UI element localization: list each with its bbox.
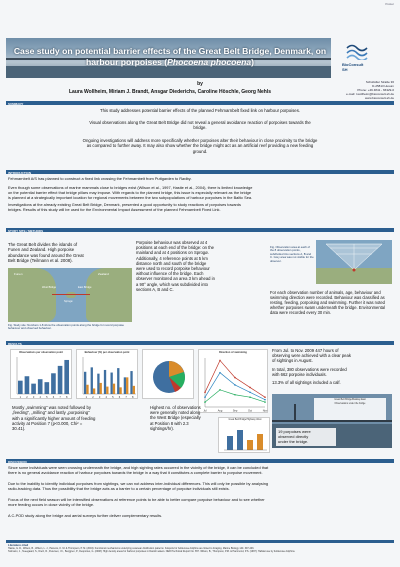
x-tick-label: 4 — [105, 396, 107, 399]
bar — [31, 384, 36, 394]
authors: Laura Wollheim, Miriam J. Brandt, Ansgar Diederichs, Caroline Höschle, Georg Nehls — [69, 89, 271, 95]
species-name: Phocoena phocoena — [167, 57, 252, 67]
x-tick-label: Nov — [262, 409, 268, 413]
chart-behaviour-per-point — [76, 349, 138, 399]
bar — [25, 376, 30, 394]
methods-recording-text: For each observation number of animals, age, behaviour and swimming direction were recorded. Behaviour was classified as resting, feeding, porpoising and swimming. Further it was noted whether porpoises swam underneath the bridge. Environmental data were recorded every 30 min. — [270, 290, 385, 316]
data-point — [264, 401, 266, 403]
bar — [51, 373, 56, 394]
bar — [18, 381, 23, 394]
x-tick-label: 6 — [52, 396, 55, 399]
bridge-photo-pylon-1 — [294, 404, 296, 422]
references-list: Hastie, G. D., Wilson, B., Wilson, L. J., Parsons, K. M. & Thompson, P. M. (2004): Functional mechanisms underlying cetacean distribution patterns: hotspots for bottlenose dolphins are linked to foraging. Marine Biology 144: 397-403. Teilmann, J., Sveegaard, S., Dietz, R., Petersen, I.K., Berggren, P., Desportes, G. (2008): High density areas for harbour porpoises in Danish waters. NERI Technical Report No. 657. Wilson, B., Thompson, P.M. & Hammond, P.S. (1997): Habitat use by bottlenose dolphins. — [8, 547, 296, 553]
discussion-paragraph-1: Since some individuals were seen crossing underneath the bridge, and high sighting rates occurred in the vicinity of the bridge, it can be concluded that there is no general avoidance reaction of harbour porpoises towards the bridge in a way that it constitutes a complete barrier to porpoise movement. — [8, 465, 269, 475]
bar — [126, 377, 128, 394]
chart3-title: Direction of swimming — [219, 351, 247, 354]
bar — [84, 372, 86, 394]
chart2-svg — [77, 350, 139, 400]
x-tick-label: 4 — [39, 396, 41, 399]
chart-observations-per-point — [10, 349, 72, 399]
summary-label: SUMMARY — [8, 101, 24, 106]
map-bridge-line — [52, 294, 90, 295]
introduction-label: INTRODUCTION — [8, 170, 31, 175]
study-site-map: Funen Zealand Sprogø East Bridge West Bridge — [8, 268, 132, 322]
data-point — [219, 360, 221, 362]
data-point — [204, 392, 206, 394]
x-tick-label: 7 — [59, 396, 61, 399]
bar — [130, 371, 132, 394]
discussion-label: DISCUSSION — [8, 459, 27, 464]
bar — [104, 370, 106, 394]
bridge-note-box — [276, 428, 336, 446]
summary-paragraph-1: This study addresses potential barrier effects of the planned Fehmarnbelt fixed link on harbour porpoises. — [99, 108, 301, 113]
poster-title — [10, 46, 330, 68]
results-effort-text: From Jul. to Nov. 2009 447 hours of observing were achieved with a clear peak of sightings in August. In total, 380 observations were recorded with 662 porpoise individuals. 13.3% of all sightings included a calf. — [272, 348, 351, 386]
methods-label: STUDY SITE / METHODS — [8, 228, 44, 233]
bridge-photo-inset-chart: Great Belt Bridge/Railway East Observations under the bridge — [314, 398, 386, 420]
x-tick-label: 6 — [118, 396, 121, 399]
bar — [106, 387, 108, 394]
bar — [44, 382, 49, 394]
introduction-section-bar — [6, 170, 394, 174]
data-point — [219, 372, 221, 374]
bar — [124, 377, 126, 394]
observation-sectors-icon — [316, 240, 392, 284]
bridge-photo — [272, 394, 392, 448]
x-tick-label: Oct — [247, 409, 253, 413]
methods-site-text: The Great Belt divides the islands of Funen and Zealand. High porpoise abundance was found around the Great Belt Bridge (Teilmann et al. 2008). — [8, 242, 84, 263]
results-observation-text: Highest no. of observations were generally noted along the West Bridge (especially at Position 8 with 2.3 sightings/hr). — [150, 405, 201, 431]
top-tag: Poster — [385, 2, 394, 6]
map-land-zealand — [86, 268, 132, 322]
results-section-bar — [6, 341, 394, 345]
bar — [117, 368, 119, 394]
x-tick-label: Aug — [217, 409, 223, 413]
introduction-paragraph-3: Investigations at the already existing Great Belt Bridge, Denmark, presented a good opportunity to study reactions of porpoises towards bridges. Results of this study will be used for the Environmental Impact Assessment of the planned Fehmarnbelt Fixed Link. — [8, 202, 241, 212]
chart-bridge-observations: Great Belt Bridge/Highway West — [218, 417, 270, 453]
discussion-section-bar — [6, 459, 394, 463]
bar — [113, 384, 115, 394]
bar — [93, 388, 95, 394]
map-land-funen — [8, 268, 56, 322]
data-point — [234, 377, 236, 379]
bar — [110, 373, 112, 394]
data-point — [219, 389, 221, 391]
x-tick-label: 5 — [46, 396, 48, 399]
title-line-2: harbour porpoises (Phocoena phocoena) — [85, 57, 255, 67]
x-tick-label: 7 — [125, 396, 127, 399]
methods-section-bar — [6, 228, 394, 232]
title-line-1: Case study on potential barrier effects of the Great Belt Bridge, Denmark, on — [13, 46, 327, 56]
summary-section-bar — [6, 101, 394, 105]
series-line — [205, 373, 265, 400]
discussion-paragraph-3: Focus of the next field season will be intensified observations at reference points to be able to better compare porpoise behaviour and to see whether more feeding occurs in close vicinity of the bridge. — [8, 497, 265, 507]
data-point — [249, 392, 251, 394]
chart1-svg — [11, 350, 73, 400]
data-point — [204, 396, 206, 398]
x-tick-label: 1 — [19, 396, 22, 399]
results-label: RESULTS — [8, 341, 22, 346]
data-point — [264, 396, 266, 398]
chart2-title: Behaviour (%) per observation point — [84, 351, 130, 354]
x-tick-label: Jul — [203, 409, 207, 413]
chart-pie-behaviour — [142, 349, 194, 399]
references-label: Literature cited — [8, 543, 29, 547]
introduction-paragraph-1: Fehmarnbelt A/S has planned to construct a fixed link crossing the Fehmarnbelt from Puttgarden to Rødby. — [8, 176, 192, 181]
contact-info: Schobüller Straße 36 D-25813 Husum Phone: +49 4841 - 66329-0 e-mail: l.wollheim@bioconsult-sh.de www.bioconsult-sh.de — [346, 80, 394, 100]
x-tick-label: 3 — [32, 396, 35, 399]
x-tick-label: 5 — [112, 396, 114, 399]
behaviour-pie-icon — [143, 350, 195, 400]
data-point — [264, 399, 266, 401]
by-label: by — [197, 81, 203, 87]
bar — [86, 385, 88, 394]
data-point — [249, 387, 251, 389]
x-tick-label: 2 — [92, 396, 94, 399]
x-tick-label: 1 — [85, 396, 88, 399]
bridge-bars-icon — [219, 418, 271, 454]
x-tick-label: 8 — [131, 396, 134, 399]
x-tick-label: 3 — [98, 396, 101, 399]
observation-area-caption: Fig. Observation area at each of the 8 observation points, subdivided into sections A, B and C. Grey area was not visible for the observer. — [270, 245, 314, 263]
data-point — [234, 394, 236, 396]
data-point — [249, 396, 251, 398]
chart1-title: Observations per observation point — [19, 351, 63, 354]
introduction-paragraph-2: Even though some observations of marine mammals close to bridges exist (Wilson et al., 1997, Hastie et al., 2004), there is limited knowledge on the potential barrier effect that bridge pillars may impose. With regards to the planned bridge, this issue is especially relevant as the bridge is planned at a strategically important location for regional movements between the two subpopulations of harbour porpoises in the Baltic Sea. — [8, 185, 253, 200]
bioconsult-logo — [340, 38, 392, 76]
data-point — [234, 384, 236, 386]
references-section-bar — [6, 540, 394, 543]
x-tick-label: 8 — [65, 396, 68, 399]
series-line — [205, 360, 265, 397]
logo-text: BioConsult SH — [342, 62, 364, 72]
bridge-photo-deck — [272, 420, 392, 422]
bar — [91, 367, 93, 394]
bar — [133, 386, 135, 394]
methods-observation-text: Porpoise behaviour was observed at 4 positions at each end of the bridge: on the mainland and at 4 positions on Sprogø. Additionally, 4 reference points at 5 km distance north and south of the bridge were used to record porpoise behaviour without influence of the bridge. Each observer monitored an area 3 km ahead in a 90° angle, which was subdivided into sections A, B and C. — [136, 240, 215, 292]
bar — [119, 387, 121, 394]
bar — [97, 374, 99, 394]
chart-direction-of-swimming — [198, 349, 268, 413]
study-site-figure-caption: Fig. Study site: Numbers 1-8 show the observation points along the bridge for record porpoise behaviour and observed behaviour. — [8, 323, 124, 331]
bar — [58, 366, 63, 394]
data-point — [204, 401, 206, 403]
bar — [38, 379, 43, 394]
x-tick-label: Sep — [232, 409, 238, 413]
bar — [64, 360, 69, 394]
bar — [100, 383, 102, 394]
discussion-paragraph-4: A C-POD study along the bridge and aerial surveys further deliver complementary results. — [8, 513, 163, 518]
wave-logo-icon — [346, 42, 368, 60]
observation-area-map — [316, 240, 392, 284]
summary-paragraph-3: Ongoing investigations will address more specifically whether porpoises alter their behaviour in close proximity to the bridge as compared to further away. It may also show whether the bridge might act as an artificial reef providing a new feeding ground. — [82, 138, 318, 154]
bridge-note-text: 19 porpoises were observed directly under the bridge. — [278, 429, 311, 444]
discussion-paragraph-2: Due to the inability to identify individual porpoises from sightings, we can not address inter-individual differences. This will only be possible by analysing radio-tracking data. Thus the possibility that the bridge acts as a barrier to a certain percentage of porpoise individuals still exists. — [8, 481, 269, 491]
results-behaviour-text: Mostly „swimming“ was noted followed by „feeding“, „milling“ and lastly „porpoising“ with a significantly higher amount of feeding activity at Position 7 (p<0.000, Chi² = 30.41). — [12, 405, 96, 432]
x-tick-label: 2 — [26, 396, 28, 399]
summary-paragraph-2: Visual observations along the Great Belt Bridge did not reveal a general avoidance reaction of porpoises towards the bridge. — [89, 120, 311, 131]
